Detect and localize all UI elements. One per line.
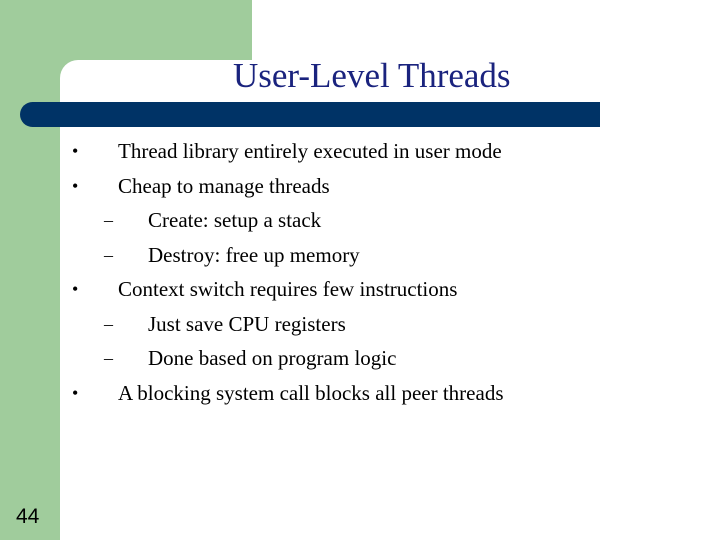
sub-bullet-marker: – [104, 210, 113, 230]
bullet-4-text: A blocking system call blocks all peer threads [118, 381, 504, 405]
sub-bullet-2-1-text: Create: setup a stack [148, 208, 322, 232]
sub-bullet-2-2-text: Destroy: free up memory [148, 243, 360, 267]
bullet-1-text: Thread library entirely executed in user mode [118, 139, 502, 163]
bullet-3-text: Context switch requires few instructions [118, 277, 458, 301]
sub-bullet-marker: – [104, 245, 113, 265]
bullet-marker: • [72, 141, 79, 161]
title-underline-bar [20, 102, 600, 127]
bullet-2-text: Cheap to manage threads [118, 174, 330, 198]
sub-bullet-marker: – [104, 348, 113, 368]
sub-bullet-marker: – [104, 314, 113, 334]
bullet-marker: • [72, 279, 79, 299]
bullet-marker: • [72, 383, 79, 403]
bullet-marker: • [72, 176, 79, 196]
sub-bullet-3-2-text: Done based on program logic [148, 346, 397, 370]
sub-bullet-3-1-text: Just save CPU registers [148, 312, 346, 336]
slide-title: User-Level Threads [233, 56, 511, 95]
slide-number: 44 [16, 505, 40, 528]
